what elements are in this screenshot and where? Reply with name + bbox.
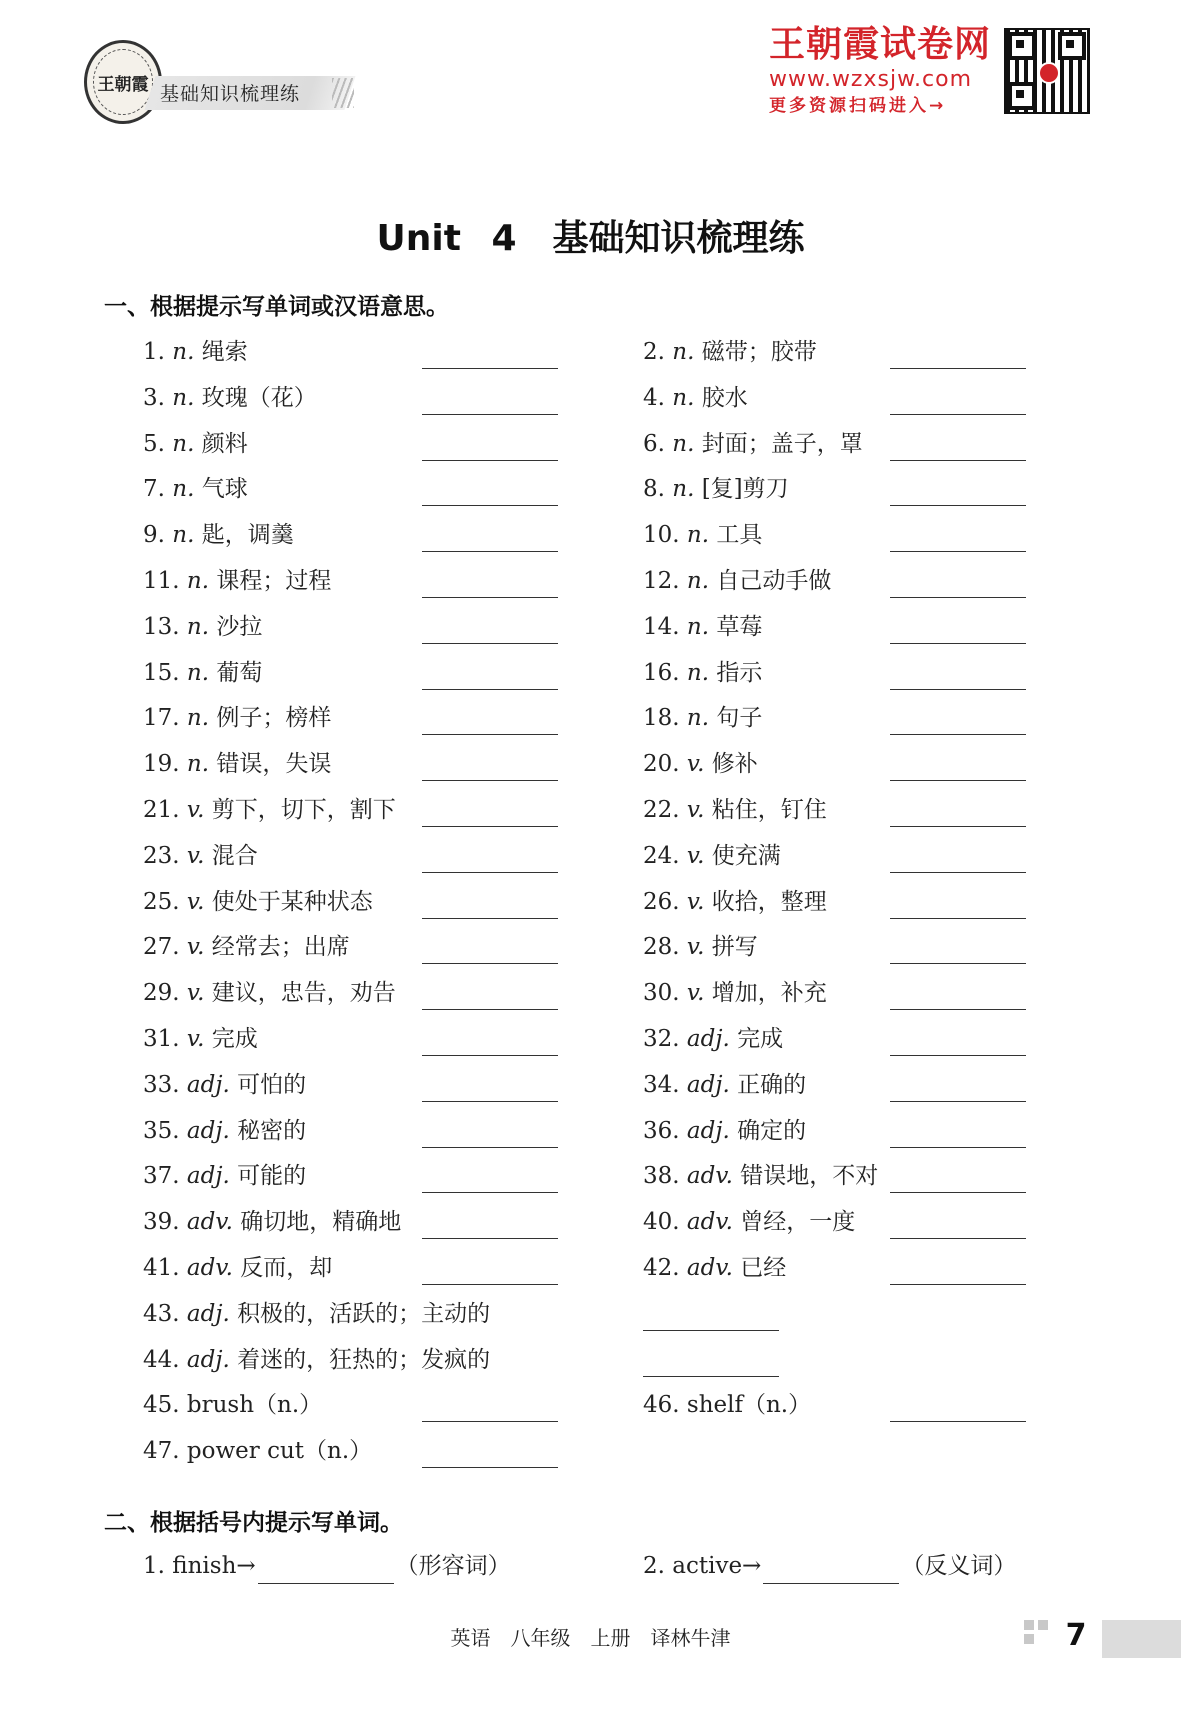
answer-blank[interactable] xyxy=(422,460,558,461)
item-prompt: 封面；盖子，罩 xyxy=(701,431,863,457)
vocab-item xyxy=(143,1067,306,1103)
part-of-speech: n. xyxy=(686,660,710,686)
part-of-speech: n. xyxy=(186,614,210,640)
item-number: 28. xyxy=(643,934,680,960)
item-prompt: 确切地，精确地 xyxy=(240,1209,402,1235)
part-of-speech: adj. xyxy=(186,1347,230,1373)
vocab-item xyxy=(643,1387,811,1423)
item-prompt: 使处于某种状态 xyxy=(211,889,373,915)
answer-blank[interactable] xyxy=(890,963,1026,964)
answer-blank[interactable] xyxy=(422,918,558,919)
item-prompt: 气球 xyxy=(201,476,248,502)
item-number: 43. xyxy=(143,1301,180,1327)
item-prompt: 收拾，整理 xyxy=(711,889,827,915)
item-number: 46. xyxy=(643,1392,680,1418)
answer-blank[interactable] xyxy=(422,1467,558,1468)
answer-blank[interactable] xyxy=(890,551,1026,552)
part-of-speech: v. xyxy=(186,797,205,823)
part-of-speech: v. xyxy=(686,751,705,777)
item-prompt: 工具 xyxy=(716,522,763,548)
item-prompt: 正确的 xyxy=(737,1072,807,1098)
item-prompt: 玫瑰（花） xyxy=(201,385,317,411)
vocab-item xyxy=(143,975,396,1011)
answer-blank[interactable] xyxy=(422,1421,558,1422)
qr-corner xyxy=(1058,32,1086,60)
vocab-item xyxy=(643,609,762,645)
item-number: 40. xyxy=(643,1209,680,1235)
answer-blank[interactable] xyxy=(890,734,1026,735)
vocab-item xyxy=(643,929,758,965)
part-of-speech: adv. xyxy=(186,1255,233,1281)
answer-blank[interactable] xyxy=(422,505,558,506)
item-number: 30. xyxy=(643,980,680,1006)
derivation-item-2 xyxy=(643,1548,1016,1584)
item-number: 13. xyxy=(143,614,180,640)
item-number: 22. xyxy=(643,797,680,823)
vocab-item xyxy=(143,884,373,920)
page-title: Unit 4 基础知识梳理练 xyxy=(376,218,805,259)
item-prompt: 建议，忠告，劝告 xyxy=(211,980,396,1006)
answer-blank[interactable] xyxy=(422,689,558,690)
item-number: 33. xyxy=(143,1072,180,1098)
answer-blank[interactable] xyxy=(890,643,1026,644)
answer-blank[interactable] xyxy=(763,1555,899,1584)
vocab-item xyxy=(643,1204,855,1240)
item-prompt: power cut（n.） xyxy=(186,1438,373,1464)
part-of-speech: n. xyxy=(172,339,195,365)
vocab-item xyxy=(143,1021,258,1057)
item-prompt: 修补 xyxy=(711,751,758,777)
part-of-speech: v. xyxy=(686,934,705,960)
part-of-speech: n. xyxy=(672,476,695,502)
footer-decoration xyxy=(1024,1620,1050,1646)
answer-blank[interactable] xyxy=(422,1147,558,1148)
item-number: 15. xyxy=(143,660,180,686)
header-section-label: 基础知识梳理练 xyxy=(160,83,301,105)
vocab-item xyxy=(143,746,331,782)
item-prompt: 秘密的 xyxy=(237,1118,307,1144)
vocab-item xyxy=(643,700,762,736)
part-of-speech: n. xyxy=(172,522,195,548)
item-prompt: 自己动手做 xyxy=(716,568,832,594)
answer-blank[interactable] xyxy=(422,1101,558,1102)
publisher-logo xyxy=(84,40,162,124)
item-prompt: 错误地，不对 xyxy=(740,1163,879,1189)
vocab-item xyxy=(143,1204,401,1240)
item-number: 7. xyxy=(143,476,165,502)
answer-blank[interactable] xyxy=(422,551,558,552)
brand-url[interactable]: www.wzxsjw.com xyxy=(768,67,973,92)
part-of-speech: n. xyxy=(686,522,710,548)
page-number: 7 xyxy=(1065,1618,1087,1653)
footer-book-info: 英语 八年级 上册 译林牛津 xyxy=(450,1626,731,1650)
part-of-speech: adv. xyxy=(686,1255,733,1281)
item-number: 38. xyxy=(643,1163,680,1189)
qr-center-logo xyxy=(1038,62,1060,84)
item-prompt: 混合 xyxy=(211,843,258,869)
part-of-speech: n. xyxy=(186,568,210,594)
part-of-speech: v. xyxy=(686,889,705,915)
answer-blank[interactable] xyxy=(258,1555,394,1584)
answer-blank[interactable] xyxy=(890,368,1026,369)
part-of-speech: v. xyxy=(186,843,205,869)
part-of-speech: v. xyxy=(186,1026,205,1052)
brand-name: 王朝霞试卷网 xyxy=(768,24,991,65)
item-prompt: 磁带；胶带 xyxy=(701,339,817,365)
vocab-item xyxy=(143,334,248,370)
answer-blank[interactable] xyxy=(422,780,558,781)
item-number: 26. xyxy=(643,889,680,915)
vocab-item xyxy=(143,792,396,828)
derivation-item-1 xyxy=(143,1548,511,1584)
item-number: 23. xyxy=(143,843,180,869)
vocab-item xyxy=(143,838,258,874)
vocab-item xyxy=(643,1158,878,1194)
part-of-speech: adj. xyxy=(186,1072,230,1098)
vocab-item xyxy=(643,1113,806,1149)
item-number: 10. xyxy=(643,522,680,548)
answer-blank[interactable] xyxy=(890,689,1026,690)
answer-blank[interactable] xyxy=(422,734,558,735)
answer-blank[interactable] xyxy=(890,826,1026,827)
vocab-item xyxy=(643,471,789,507)
answer-blank[interactable] xyxy=(890,1147,1026,1148)
item-number: 47. xyxy=(143,1438,180,1464)
item-number: 37. xyxy=(143,1163,180,1189)
answer-blank[interactable] xyxy=(422,872,558,873)
part-of-speech: adv. xyxy=(186,1209,233,1235)
answer-blank[interactable] xyxy=(890,597,1026,598)
item-number: 45. xyxy=(143,1392,180,1418)
answer-blank[interactable] xyxy=(422,1238,558,1239)
item-prompt: 葡萄 xyxy=(216,660,263,686)
item-prompt: 例子；榜样 xyxy=(216,705,332,731)
part-of-speech: n. xyxy=(172,431,195,457)
part-of-speech: adv. xyxy=(686,1163,733,1189)
answer-blank[interactable] xyxy=(890,780,1026,781)
item-prompt: 曾经，一度 xyxy=(740,1209,856,1235)
vocab-item xyxy=(643,334,817,370)
vocab-item xyxy=(143,1296,490,1332)
item-number: 32. xyxy=(643,1026,680,1052)
vocab-item xyxy=(143,1342,490,1378)
part-of-speech: n. xyxy=(686,568,710,594)
item-prompt: 剪下，切下，割下 xyxy=(211,797,396,823)
part-of-speech: adj. xyxy=(186,1118,230,1144)
item-prompt: 颜料 xyxy=(201,431,248,457)
vocab-item xyxy=(143,655,262,691)
qr-corner xyxy=(1008,32,1036,60)
item-prompt: 增加，补充 xyxy=(711,980,827,1006)
vocab-item xyxy=(143,1158,306,1194)
vocab-item xyxy=(643,1250,786,1286)
answer-blank[interactable] xyxy=(422,368,558,369)
qr-code-icon[interactable] xyxy=(1004,28,1090,114)
item-prompt: 错误，失误 xyxy=(216,751,332,777)
answer-blank[interactable] xyxy=(422,1284,558,1285)
answer-blank[interactable] xyxy=(890,1101,1026,1102)
vocab-item xyxy=(643,975,827,1011)
part-of-speech: n. xyxy=(672,431,695,457)
vocab-item xyxy=(143,380,317,416)
part-of-speech: adj. xyxy=(686,1026,730,1052)
item-prompt: 经常去；出席 xyxy=(211,934,350,960)
vocab-item xyxy=(143,471,248,507)
vocab-item xyxy=(643,838,781,874)
item-number: 12. xyxy=(643,568,680,594)
vocab-item xyxy=(643,517,762,553)
item-prompt: 草莓 xyxy=(716,614,763,640)
vocab-item xyxy=(643,655,762,691)
vocab-item xyxy=(143,700,331,736)
item-number: 39. xyxy=(143,1209,180,1235)
item-number: 9. xyxy=(143,522,165,548)
item-prompt: 使充满 xyxy=(711,843,781,869)
item-prompt: 指示 xyxy=(716,660,763,686)
part-of-speech: n. xyxy=(686,705,710,731)
vocab-item xyxy=(643,884,827,920)
vocab-item xyxy=(143,563,331,599)
item-prompt: 沙拉 xyxy=(216,614,263,640)
item-number: 24. xyxy=(643,843,680,869)
answer-blank[interactable] xyxy=(422,963,558,964)
answer-blank[interactable] xyxy=(890,414,1026,415)
item-prompt: 积极的，活跃的；主动的 xyxy=(237,1301,491,1327)
part-of-speech: n. xyxy=(672,385,695,411)
vocab-item xyxy=(643,1067,806,1103)
item-number: 1. xyxy=(143,339,165,365)
answer-blank[interactable] xyxy=(643,1376,779,1377)
item-prompt: brush（n.） xyxy=(186,1392,323,1418)
item-number: 6. xyxy=(643,431,665,457)
answer-blank[interactable] xyxy=(890,1009,1026,1010)
vocab-item xyxy=(143,426,248,462)
derivation-hint: （反义词） xyxy=(901,1553,1017,1579)
item-number: 17. xyxy=(143,705,180,731)
answer-blank[interactable] xyxy=(890,1238,1026,1239)
part-of-speech: v. xyxy=(186,934,205,960)
item-prompt: 课程；过程 xyxy=(216,568,332,594)
derivation-prefix: 2. active→ xyxy=(643,1553,762,1579)
item-prompt: 绳索 xyxy=(201,339,248,365)
item-prompt: 匙，调羹 xyxy=(201,522,294,548)
item-number: 35. xyxy=(143,1118,180,1144)
vocab-item xyxy=(143,929,350,965)
part-of-speech: v. xyxy=(186,889,205,915)
answer-blank[interactable] xyxy=(890,505,1026,506)
answer-blank[interactable] xyxy=(890,872,1026,873)
vocab-item xyxy=(643,746,758,782)
item-prompt: 句子 xyxy=(716,705,763,731)
item-prompt: shelf（n.） xyxy=(686,1392,812,1418)
part-of-speech: n. xyxy=(672,339,695,365)
item-number: 31. xyxy=(143,1026,180,1052)
answer-blank[interactable] xyxy=(890,1055,1026,1056)
part-of-speech: n. xyxy=(172,476,195,502)
answer-blank[interactable] xyxy=(422,597,558,598)
vocab-item xyxy=(643,380,748,416)
vocab-item xyxy=(143,1113,306,1149)
vocab-item xyxy=(643,1021,783,1057)
brand-block xyxy=(769,24,991,118)
item-prompt: 完成 xyxy=(737,1026,784,1052)
item-number: 25. xyxy=(143,889,180,915)
part-of-speech: adj. xyxy=(186,1163,230,1189)
answer-blank[interactable] xyxy=(643,1330,779,1331)
answer-blank[interactable] xyxy=(422,643,558,644)
part-of-speech: n. xyxy=(186,705,210,731)
part-of-speech: adj. xyxy=(186,1301,230,1327)
part-of-speech: v. xyxy=(186,980,205,1006)
publisher-logo-text: 王朝霞 xyxy=(97,74,149,95)
section2-heading: 二、根据括号内提示写单词。 xyxy=(104,1510,403,1536)
vocab-item xyxy=(143,1387,322,1423)
item-prompt: 确定的 xyxy=(737,1118,807,1144)
item-prompt: 胶水 xyxy=(701,385,748,411)
item-number: 42. xyxy=(643,1255,680,1281)
brand-cta: 更多资源扫码进入→ xyxy=(768,96,947,116)
item-number: 14. xyxy=(643,614,680,640)
qr-corner xyxy=(1008,82,1036,110)
item-prompt: 可能的 xyxy=(237,1163,307,1189)
answer-blank[interactable] xyxy=(422,414,558,415)
item-prompt: 着迷的，狂热的；发疯的 xyxy=(237,1347,491,1373)
item-number: 29. xyxy=(143,980,180,1006)
vocab-item xyxy=(143,1250,332,1286)
part-of-speech: n. xyxy=(686,614,710,640)
vocab-item xyxy=(143,1433,372,1469)
part-of-speech: v. xyxy=(686,843,705,869)
item-prompt: 可怕的 xyxy=(237,1072,307,1098)
item-prompt: 已经 xyxy=(740,1255,787,1281)
item-number: 19. xyxy=(143,751,180,777)
answer-blank[interactable] xyxy=(890,918,1026,919)
derivation-hint: （形容词） xyxy=(395,1553,511,1579)
item-number: 41. xyxy=(143,1255,180,1281)
answer-blank[interactable] xyxy=(890,1192,1026,1193)
header-stripes xyxy=(332,78,354,108)
item-number: 27. xyxy=(143,934,180,960)
item-number: 44. xyxy=(143,1347,180,1373)
vocab-item xyxy=(143,517,294,553)
item-number: 21. xyxy=(143,797,180,823)
item-number: 16. xyxy=(643,660,680,686)
item-number: 5. xyxy=(143,431,165,457)
item-number: 4. xyxy=(643,385,665,411)
part-of-speech: v. xyxy=(686,980,705,1006)
item-number: 2. xyxy=(643,339,665,365)
answer-blank[interactable] xyxy=(890,1284,1026,1285)
item-number: 8. xyxy=(643,476,665,502)
vocab-item xyxy=(643,426,863,462)
part-of-speech: v. xyxy=(686,797,705,823)
item-number: 18. xyxy=(643,705,680,731)
answer-blank[interactable] xyxy=(422,1192,558,1193)
item-number: 11. xyxy=(143,568,180,594)
part-of-speech: adj. xyxy=(686,1072,730,1098)
item-prompt: [复]剪刀 xyxy=(701,476,789,502)
vocab-item xyxy=(143,609,262,645)
answer-blank[interactable] xyxy=(422,826,558,827)
answer-blank[interactable] xyxy=(422,1055,558,1056)
item-prompt: 粘住，钉住 xyxy=(711,797,827,823)
vocab-item xyxy=(643,563,831,599)
part-of-speech: adv. xyxy=(686,1209,733,1235)
item-prompt: 完成 xyxy=(211,1026,258,1052)
part-of-speech: adj. xyxy=(686,1118,730,1144)
answer-blank[interactable] xyxy=(890,1421,1026,1422)
item-number: 36. xyxy=(643,1118,680,1144)
vocab-item xyxy=(643,792,827,828)
answer-blank[interactable] xyxy=(422,1009,558,1010)
item-prompt: 反而，却 xyxy=(240,1255,333,1281)
part-of-speech: n. xyxy=(172,385,195,411)
item-number: 3. xyxy=(143,385,165,411)
item-number: 20. xyxy=(643,751,680,777)
part-of-speech: n. xyxy=(186,660,210,686)
item-prompt: 拼写 xyxy=(711,934,758,960)
answer-blank[interactable] xyxy=(890,460,1026,461)
item-number: 34. xyxy=(643,1072,680,1098)
part-of-speech: n. xyxy=(186,751,210,777)
footer-block xyxy=(1102,1620,1181,1658)
derivation-prefix: 1. finish→ xyxy=(143,1553,256,1579)
section1-heading: 一、根据提示写单词或汉语意思。 xyxy=(104,294,449,320)
